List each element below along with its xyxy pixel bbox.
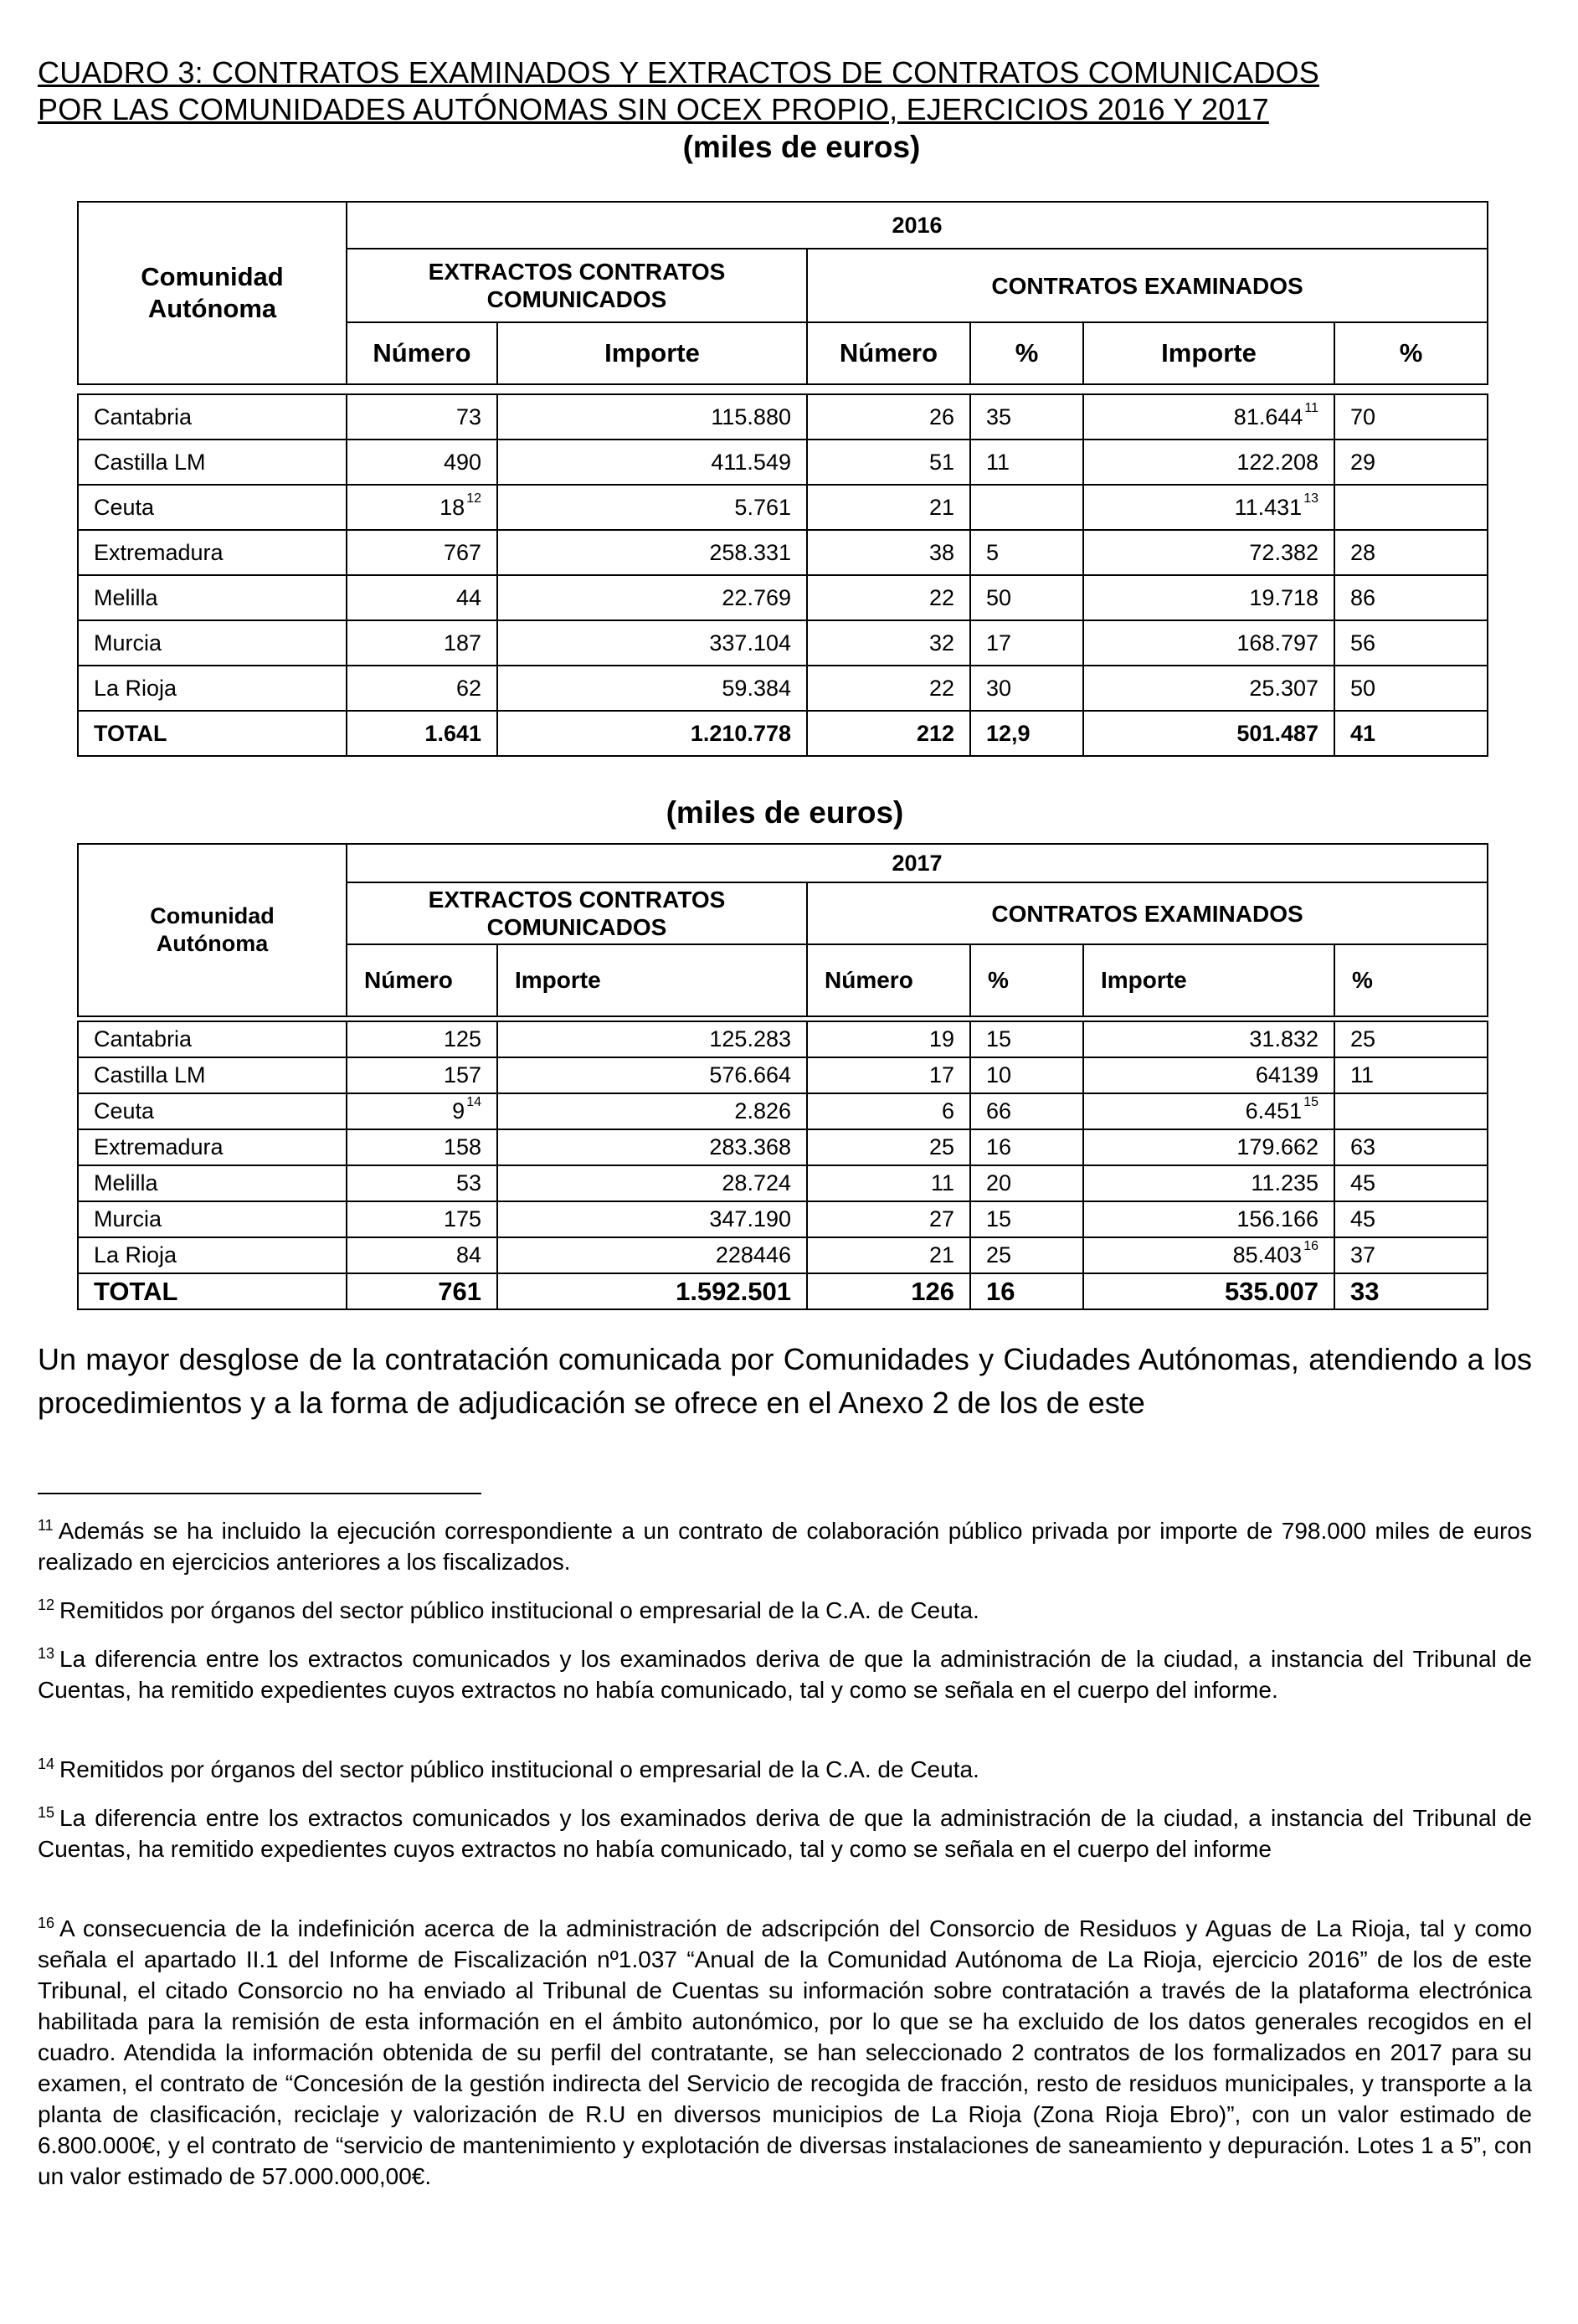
cell-value: 22 bbox=[928, 584, 954, 610]
table-cell bbox=[497, 711, 807, 756]
cell-value: 126 bbox=[911, 1276, 954, 1306]
table-cell bbox=[1334, 1165, 1488, 1201]
table-cell bbox=[970, 1201, 1083, 1237]
table-cell bbox=[1083, 1201, 1334, 1237]
cell-value: Melilla bbox=[94, 1170, 158, 1195]
cell-value: 32 bbox=[928, 630, 954, 656]
cell-value: 84 bbox=[455, 1242, 481, 1267]
cell-value: TOTAL bbox=[94, 720, 167, 746]
table-cell bbox=[1083, 1021, 1334, 1057]
units-subtitle: (miles de euros) bbox=[682, 130, 921, 164]
cell-value: 31.832 bbox=[1249, 1026, 1318, 1051]
table-cell bbox=[347, 485, 497, 530]
table-cell bbox=[970, 1093, 1083, 1129]
table-cell bbox=[1083, 394, 1334, 440]
cell-value: 187 bbox=[443, 630, 481, 656]
cell-value: 41 bbox=[1350, 720, 1376, 746]
table-cell bbox=[1083, 666, 1334, 711]
cell-value: 5.761 bbox=[734, 494, 791, 520]
table-cell bbox=[1334, 1093, 1488, 1129]
table-cell bbox=[1083, 711, 1334, 756]
table-row bbox=[78, 1165, 1488, 1201]
table-row bbox=[78, 394, 1488, 440]
table-cell bbox=[78, 666, 347, 711]
table-cell bbox=[497, 530, 807, 575]
table-cell bbox=[347, 1057, 497, 1093]
cell-value: Castilla LM bbox=[94, 449, 206, 475]
footnote-number: 12 bbox=[38, 1596, 55, 1613]
table-cell bbox=[497, 1237, 807, 1273]
footnote-16 bbox=[38, 1913, 1532, 2192]
cell-value: 33 bbox=[1350, 1276, 1380, 1306]
cell-value: 50 bbox=[1350, 675, 1376, 701]
table-cell bbox=[807, 1273, 970, 1309]
cell-value: 17 bbox=[986, 630, 1012, 656]
table-cell bbox=[970, 620, 1083, 666]
footnote-text: La diferencia entre los extractos comunicados y los examinados deriva de que la administración de la ciudad, a instancia del Tribunal de Cuentas, ha remitido expedientes cuyos extractos no había comunicado, tal y como se señala en el cuerpo del informe. bbox=[38, 1646, 1532, 1703]
cell-value: 501.487 bbox=[1236, 720, 1318, 746]
table-cell bbox=[970, 1273, 1083, 1309]
footnote-ref: 11 bbox=[1304, 400, 1318, 415]
cell-value: 283.368 bbox=[709, 1134, 791, 1159]
table-cell bbox=[1334, 1129, 1488, 1165]
table-cell bbox=[1083, 1057, 1334, 1093]
footnote-text: Remitidos por órganos del sector público institucional o empresarial de la C.A. de Ceuta. bbox=[59, 1756, 979, 1782]
cell-value: 19.718 bbox=[1249, 584, 1318, 610]
table-cell bbox=[970, 1021, 1083, 1057]
table-cell bbox=[347, 394, 497, 440]
table-cell bbox=[78, 1165, 347, 1201]
table-cell bbox=[347, 440, 497, 485]
cell-value: 258.331 bbox=[709, 539, 791, 565]
cell-value: Cantabria bbox=[94, 404, 193, 429]
cell-value: 337.104 bbox=[709, 630, 791, 656]
cell-value: 63 bbox=[1350, 1134, 1376, 1159]
table-cell bbox=[970, 530, 1083, 575]
cell-value: 15 bbox=[986, 1206, 1012, 1231]
table-cell bbox=[970, 440, 1083, 485]
table-cell bbox=[78, 1237, 347, 1273]
cell-value: 5 bbox=[986, 539, 1000, 565]
col-pct: % bbox=[970, 322, 1083, 384]
cell-value: Murcia bbox=[94, 1206, 162, 1231]
table-row bbox=[78, 1237, 1488, 1273]
col-numero: Número bbox=[347, 322, 497, 384]
cell-value: 50 bbox=[986, 584, 1012, 610]
cell-value: 45 bbox=[1350, 1206, 1376, 1231]
footnote-text: Remitidos por órganos del sector público institucional o empresarial de la C.A. de Ceuta. bbox=[59, 1597, 979, 1623]
table-cell bbox=[1334, 485, 1488, 530]
col-numero: Número bbox=[807, 322, 970, 384]
table-row bbox=[78, 1201, 1488, 1237]
cell-value: 25 bbox=[986, 1242, 1012, 1267]
table-cell bbox=[497, 1201, 807, 1237]
table-cell bbox=[497, 1093, 807, 1129]
footnote-number: 15 bbox=[38, 1804, 55, 1821]
cell-value: 25.307 bbox=[1249, 675, 1318, 701]
cell-value: 179.662 bbox=[1236, 1134, 1318, 1159]
footnote-ref: 14 bbox=[466, 1095, 481, 1109]
table-cell bbox=[807, 1057, 970, 1093]
table-cell bbox=[497, 485, 807, 530]
table-cell bbox=[78, 1273, 347, 1309]
table-row bbox=[78, 1057, 1488, 1093]
cell-value: 11.431 bbox=[1234, 494, 1303, 520]
table-cell bbox=[78, 1093, 347, 1129]
table-row bbox=[78, 530, 1488, 575]
cell-value: 59.384 bbox=[722, 675, 791, 701]
footnote-ref: 15 bbox=[1303, 1095, 1318, 1109]
cell-value: 1.592.501 bbox=[676, 1276, 791, 1306]
cell-value: 535.007 bbox=[1224, 1276, 1318, 1306]
cell-value: 767 bbox=[443, 539, 481, 565]
cell-value: 1.641 bbox=[424, 720, 481, 746]
footnote-ref: 12 bbox=[466, 491, 481, 506]
table-cell bbox=[1083, 1273, 1334, 1309]
table-cell bbox=[970, 485, 1083, 530]
col-importe: Importe bbox=[1083, 322, 1334, 384]
title-line-2: POR LAS COMUNIDADES AUTÓNOMAS SIN OCEX PROPIO, EJERCICIOS 2016 Y 2017 bbox=[38, 92, 1269, 126]
cell-value: 29 bbox=[1350, 449, 1376, 475]
cell-value: Castilla LM bbox=[94, 1062, 206, 1087]
table-cell bbox=[807, 1093, 970, 1129]
cell-value: 2.826 bbox=[734, 1098, 791, 1123]
title-line-1: CUADRO 3: CONTRATOS EXAMINADOS Y EXTRACTOS DE CONTRATOS COMUNICADOS bbox=[38, 55, 1319, 90]
table-cell bbox=[807, 1021, 970, 1057]
table-cell bbox=[807, 530, 970, 575]
table-cell bbox=[497, 394, 807, 440]
table-cell bbox=[807, 1165, 970, 1201]
table-cell bbox=[347, 1129, 497, 1165]
cell-value: La Rioja bbox=[94, 675, 177, 701]
col-importe: Importe bbox=[497, 944, 807, 1016]
cell-value: 56 bbox=[1350, 630, 1376, 656]
cell-value: 64139 bbox=[1255, 1062, 1318, 1087]
table-cell bbox=[1334, 666, 1488, 711]
table-cell bbox=[1334, 1273, 1488, 1309]
footnote-number: 16 bbox=[38, 1915, 55, 1931]
table-cell bbox=[347, 1201, 497, 1237]
footnote-11 bbox=[38, 1515, 1532, 1577]
cell-value: 158 bbox=[443, 1134, 481, 1159]
cell-value: 37 bbox=[1350, 1242, 1376, 1267]
cell-value: TOTAL bbox=[94, 1276, 178, 1306]
cell-value: 15 bbox=[986, 1026, 1012, 1051]
cell-value: 28 bbox=[1350, 539, 1376, 565]
footnote-ref: 16 bbox=[1303, 1239, 1318, 1253]
cell-value: 228446 bbox=[715, 1242, 791, 1267]
table-cell bbox=[347, 1273, 497, 1309]
cell-value: 70 bbox=[1350, 404, 1376, 429]
cell-value: 28.724 bbox=[722, 1170, 791, 1195]
table-cell bbox=[1334, 394, 1488, 440]
examinados-header: CONTRATOS EXAMINADOS bbox=[807, 882, 1488, 944]
cell-value: 45 bbox=[1350, 1170, 1376, 1195]
table-cell bbox=[1334, 711, 1488, 756]
table-cell bbox=[78, 1021, 347, 1057]
region-header: Comunidad Autónoma bbox=[78, 202, 347, 384]
cell-value: 122.208 bbox=[1236, 449, 1318, 475]
region-header: Comunidad Autónoma bbox=[78, 844, 347, 1016]
cell-value: Cantabria bbox=[94, 1026, 193, 1051]
footnote-text: La diferencia entre los extractos comunicados y los examinados deriva de que la administración de la ciudad, a instancia del Tribunal de Cuentas, ha remitido expedientes cuyos extractos no había comunicado, tal y como se señala en el cuerpo del informe bbox=[38, 1805, 1532, 1862]
cell-value: 27 bbox=[928, 1206, 954, 1231]
table-cell bbox=[497, 1021, 807, 1057]
col-pct: % bbox=[970, 944, 1083, 1016]
footnote-15 bbox=[38, 1802, 1532, 1864]
year-header: 2017 bbox=[347, 844, 1488, 882]
cell-value: Melilla bbox=[94, 584, 158, 610]
table-cell bbox=[1083, 575, 1334, 620]
cell-value: 1.210.778 bbox=[690, 720, 791, 746]
table-cell bbox=[347, 1165, 497, 1201]
col-importe: Importe bbox=[1083, 944, 1334, 1016]
cell-value: Ceuta bbox=[94, 494, 155, 520]
table-cell bbox=[497, 1057, 807, 1093]
cell-value: Ceuta bbox=[94, 1098, 155, 1123]
table-cell bbox=[970, 666, 1083, 711]
footnote-ref: 13 bbox=[1303, 491, 1318, 506]
table-total-row bbox=[78, 1273, 1488, 1309]
table-cell bbox=[78, 1201, 347, 1237]
table-cell bbox=[1334, 530, 1488, 575]
cell-value: 157 bbox=[443, 1062, 481, 1087]
table-row bbox=[78, 1021, 1488, 1057]
cell-value: 175 bbox=[443, 1206, 481, 1231]
cell-value: 125 bbox=[443, 1026, 481, 1051]
col-importe: Importe bbox=[497, 322, 807, 384]
table-cell bbox=[347, 620, 497, 666]
table-cell bbox=[807, 485, 970, 530]
footnote-number: 13 bbox=[38, 1645, 55, 1662]
table-cell bbox=[1334, 1021, 1488, 1057]
cell-value: 576.664 bbox=[709, 1062, 791, 1087]
cell-value: 11 bbox=[986, 449, 1010, 475]
table-cell bbox=[347, 711, 497, 756]
document-title bbox=[38, 54, 1532, 128]
cell-value: 12,9 bbox=[986, 720, 1031, 746]
table-cell bbox=[78, 711, 347, 756]
footnote-text: Además se ha incluido la ejecución correspondiente a un contrato de colaboración público privada por importe de 798.000 miles de euros realizado en ejercicios anteriores a los fiscalizados. bbox=[38, 1518, 1532, 1575]
table-row bbox=[78, 440, 1488, 485]
table-cell bbox=[970, 575, 1083, 620]
table-total-row bbox=[78, 711, 1488, 756]
table-cell bbox=[497, 575, 807, 620]
table-cell bbox=[1334, 1237, 1488, 1273]
table-cell bbox=[1334, 440, 1488, 485]
cell-value: 125.283 bbox=[709, 1026, 791, 1051]
table-2016-body bbox=[78, 394, 1488, 756]
cell-value: 51 bbox=[928, 449, 954, 475]
cell-value: 21 bbox=[928, 1242, 954, 1267]
table-cell bbox=[807, 394, 970, 440]
table-row bbox=[78, 575, 1488, 620]
cell-value: 26 bbox=[928, 404, 954, 429]
cell-value: 115.880 bbox=[711, 404, 791, 429]
table-cell bbox=[807, 1237, 970, 1273]
units-subtitle-2: (miles de euros) bbox=[666, 795, 904, 830]
table-cell bbox=[970, 1165, 1083, 1201]
cell-value: 9 bbox=[452, 1098, 465, 1123]
table-cell bbox=[497, 666, 807, 711]
table-cell bbox=[970, 394, 1083, 440]
table-cell bbox=[497, 620, 807, 666]
cell-value: 11 bbox=[1350, 1062, 1375, 1087]
cell-value: La Rioja bbox=[94, 1242, 177, 1267]
body-paragraph: Un mayor desglose de la contratación comunicada por Comunidades y Ciudades Autónomas, atendiendo a los procedimientos y a la forma de adjudicación se ofrece en el Anexo 2 de los de este bbox=[38, 1342, 1532, 1420]
document-page bbox=[38, 54, 1532, 2189]
table-cell bbox=[347, 1093, 497, 1129]
footnote-text: A consecuencia de la indefinición acerca de la administración de adscripción del Consorcio de Residuos y Aguas de La Rioja, tal y como señala el apartado II.1 del Informe de Fiscalización nº1.037 “Anual de la Comunidad Autónoma de La Rioja, ejercicio 2016” de los de este Tribunal, el citado Consorcio no ha enviado al Tribunal de Cuentas su información sobre contratación a través de la plataforma electrónica habilitada para la remisión de esta información en el ámbito autonómico, por lo que se ha excluido de los datos generales recogidos en el cuadro. Atendida la información obtenida de su perfil del contratante, se han seleccionado 2 contratos de los formalizados en 2017 para su examen, el contrato de “Concesión de la gestión indirecta del Servicio de recogida de fracción, resto de residuos municipales, y transporte a la planta de clasificación, reciclaje y valorización de R.U en diversos municipios de La Rioja (Zona Rioja Ebro)”, con un valor estimado de 6.800.000€, y el contrato de “servicio de mantenimiento y explotación de diversas instalaciones de saneamiento y depuración. Lotes 1 a 5”, con un valor estimado de 57.000.000,00€. bbox=[38, 1915, 1532, 2189]
table-cell bbox=[1334, 620, 1488, 666]
table-cell bbox=[1083, 530, 1334, 575]
table-cell bbox=[1334, 1057, 1488, 1093]
table-2017 bbox=[77, 843, 1488, 1310]
table-cell bbox=[807, 440, 970, 485]
footnote-12 bbox=[38, 1595, 1532, 1626]
cell-value: 11 bbox=[930, 1170, 954, 1195]
table-cell bbox=[1083, 1093, 1334, 1129]
cell-value: 168.797 bbox=[1236, 630, 1318, 656]
table-cell bbox=[1083, 1165, 1334, 1201]
cell-value: 25 bbox=[928, 1134, 954, 1159]
cell-value: 18 bbox=[439, 494, 465, 520]
cell-value: 38 bbox=[928, 539, 954, 565]
table-cell bbox=[78, 394, 347, 440]
table-cell bbox=[497, 440, 807, 485]
cell-value: 86 bbox=[1350, 584, 1376, 610]
table-cell bbox=[497, 1273, 807, 1309]
cell-value: 16 bbox=[986, 1276, 1015, 1306]
cell-value: 22.769 bbox=[722, 584, 791, 610]
cell-value: 62 bbox=[455, 675, 481, 701]
cell-value: 53 bbox=[455, 1170, 481, 1195]
cell-value: 156.166 bbox=[1236, 1206, 1318, 1231]
table-cell bbox=[1083, 1237, 1334, 1273]
col-pct: % bbox=[1334, 322, 1488, 384]
cell-value: 20 bbox=[986, 1170, 1012, 1195]
footnote-number: 11 bbox=[38, 1517, 54, 1534]
table-cell bbox=[497, 1165, 807, 1201]
cell-value: 22 bbox=[928, 675, 954, 701]
table-cell bbox=[78, 575, 347, 620]
cell-value: 25 bbox=[1350, 1026, 1376, 1051]
table-cell bbox=[78, 440, 347, 485]
table-cell bbox=[347, 666, 497, 711]
table-cell bbox=[970, 711, 1083, 756]
footnote-number: 14 bbox=[38, 1756, 55, 1772]
col-pct: % bbox=[1334, 944, 1488, 1016]
cell-value: 85.403 bbox=[1232, 1242, 1303, 1267]
cell-value: 19 bbox=[928, 1026, 954, 1051]
cell-value: Murcia bbox=[94, 630, 162, 656]
footnote-14 bbox=[38, 1754, 1532, 1785]
table-cell bbox=[347, 1021, 497, 1057]
table-row bbox=[78, 1129, 1488, 1165]
table-row bbox=[78, 620, 1488, 666]
table-cell bbox=[807, 620, 970, 666]
cell-value: 411.549 bbox=[711, 449, 791, 475]
cell-value: 761 bbox=[438, 1276, 481, 1306]
cell-value: 6 bbox=[941, 1098, 954, 1123]
cell-value: 10 bbox=[986, 1062, 1012, 1087]
table-cell bbox=[1083, 1129, 1334, 1165]
table-cell bbox=[1083, 620, 1334, 666]
table-cell bbox=[970, 1057, 1083, 1093]
cell-value: 66 bbox=[986, 1098, 1012, 1123]
extractos-header: EXTRACTOS CONTRATOS COMUNICADOS bbox=[347, 882, 807, 944]
cell-value: 347.190 bbox=[709, 1206, 791, 1231]
table-row bbox=[78, 666, 1488, 711]
cell-value: 73 bbox=[455, 404, 481, 429]
table-cell bbox=[807, 1129, 970, 1165]
cell-value: 490 bbox=[443, 449, 481, 475]
cell-value: 17 bbox=[928, 1062, 954, 1087]
table-cell bbox=[807, 711, 970, 756]
table-cell bbox=[1334, 1201, 1488, 1237]
table-cell bbox=[497, 1129, 807, 1165]
table-cell bbox=[78, 530, 347, 575]
col-numero: Número bbox=[807, 944, 970, 1016]
table-cell bbox=[807, 575, 970, 620]
table-cell bbox=[347, 1237, 497, 1273]
table-cell bbox=[1334, 575, 1488, 620]
table-cell bbox=[807, 1201, 970, 1237]
extractos-header: EXTRACTOS CONTRATOS COMUNICADOS bbox=[347, 249, 807, 322]
table-cell bbox=[970, 1237, 1083, 1273]
cell-value: 11.235 bbox=[1251, 1170, 1318, 1195]
cell-value: 81.644 bbox=[1233, 404, 1303, 429]
cell-value: Extremadura bbox=[94, 1134, 224, 1159]
cell-value: Extremadura bbox=[94, 539, 224, 565]
year-header: 2016 bbox=[347, 202, 1488, 249]
cell-value: 21 bbox=[928, 494, 954, 520]
cell-value: 35 bbox=[986, 404, 1012, 429]
table-cell bbox=[78, 1057, 347, 1093]
table-cell bbox=[1083, 440, 1334, 485]
footnote-13 bbox=[38, 1643, 1532, 1705]
footnote-separator bbox=[38, 1493, 481, 1494]
table-2017-body bbox=[78, 1021, 1488, 1309]
table-row bbox=[78, 485, 1488, 530]
cell-value: 44 bbox=[455, 584, 481, 610]
col-numero: Número bbox=[347, 944, 497, 1016]
table-cell bbox=[78, 485, 347, 530]
cell-value: 16 bbox=[986, 1134, 1012, 1159]
cell-value: 212 bbox=[916, 720, 954, 746]
cell-value: 30 bbox=[986, 675, 1012, 701]
cell-value: 6.451 bbox=[1245, 1098, 1303, 1123]
table-cell bbox=[807, 666, 970, 711]
table-cell bbox=[970, 1129, 1083, 1165]
table-cell bbox=[78, 620, 347, 666]
cell-value: 72.382 bbox=[1249, 539, 1318, 565]
table-2016 bbox=[77, 201, 1488, 757]
table-row bbox=[78, 1093, 1488, 1129]
examinados-header: CONTRATOS EXAMINADOS bbox=[807, 249, 1488, 322]
table-cell bbox=[78, 1129, 347, 1165]
table-cell bbox=[1083, 485, 1334, 530]
table-cell bbox=[347, 575, 497, 620]
table-cell bbox=[347, 530, 497, 575]
